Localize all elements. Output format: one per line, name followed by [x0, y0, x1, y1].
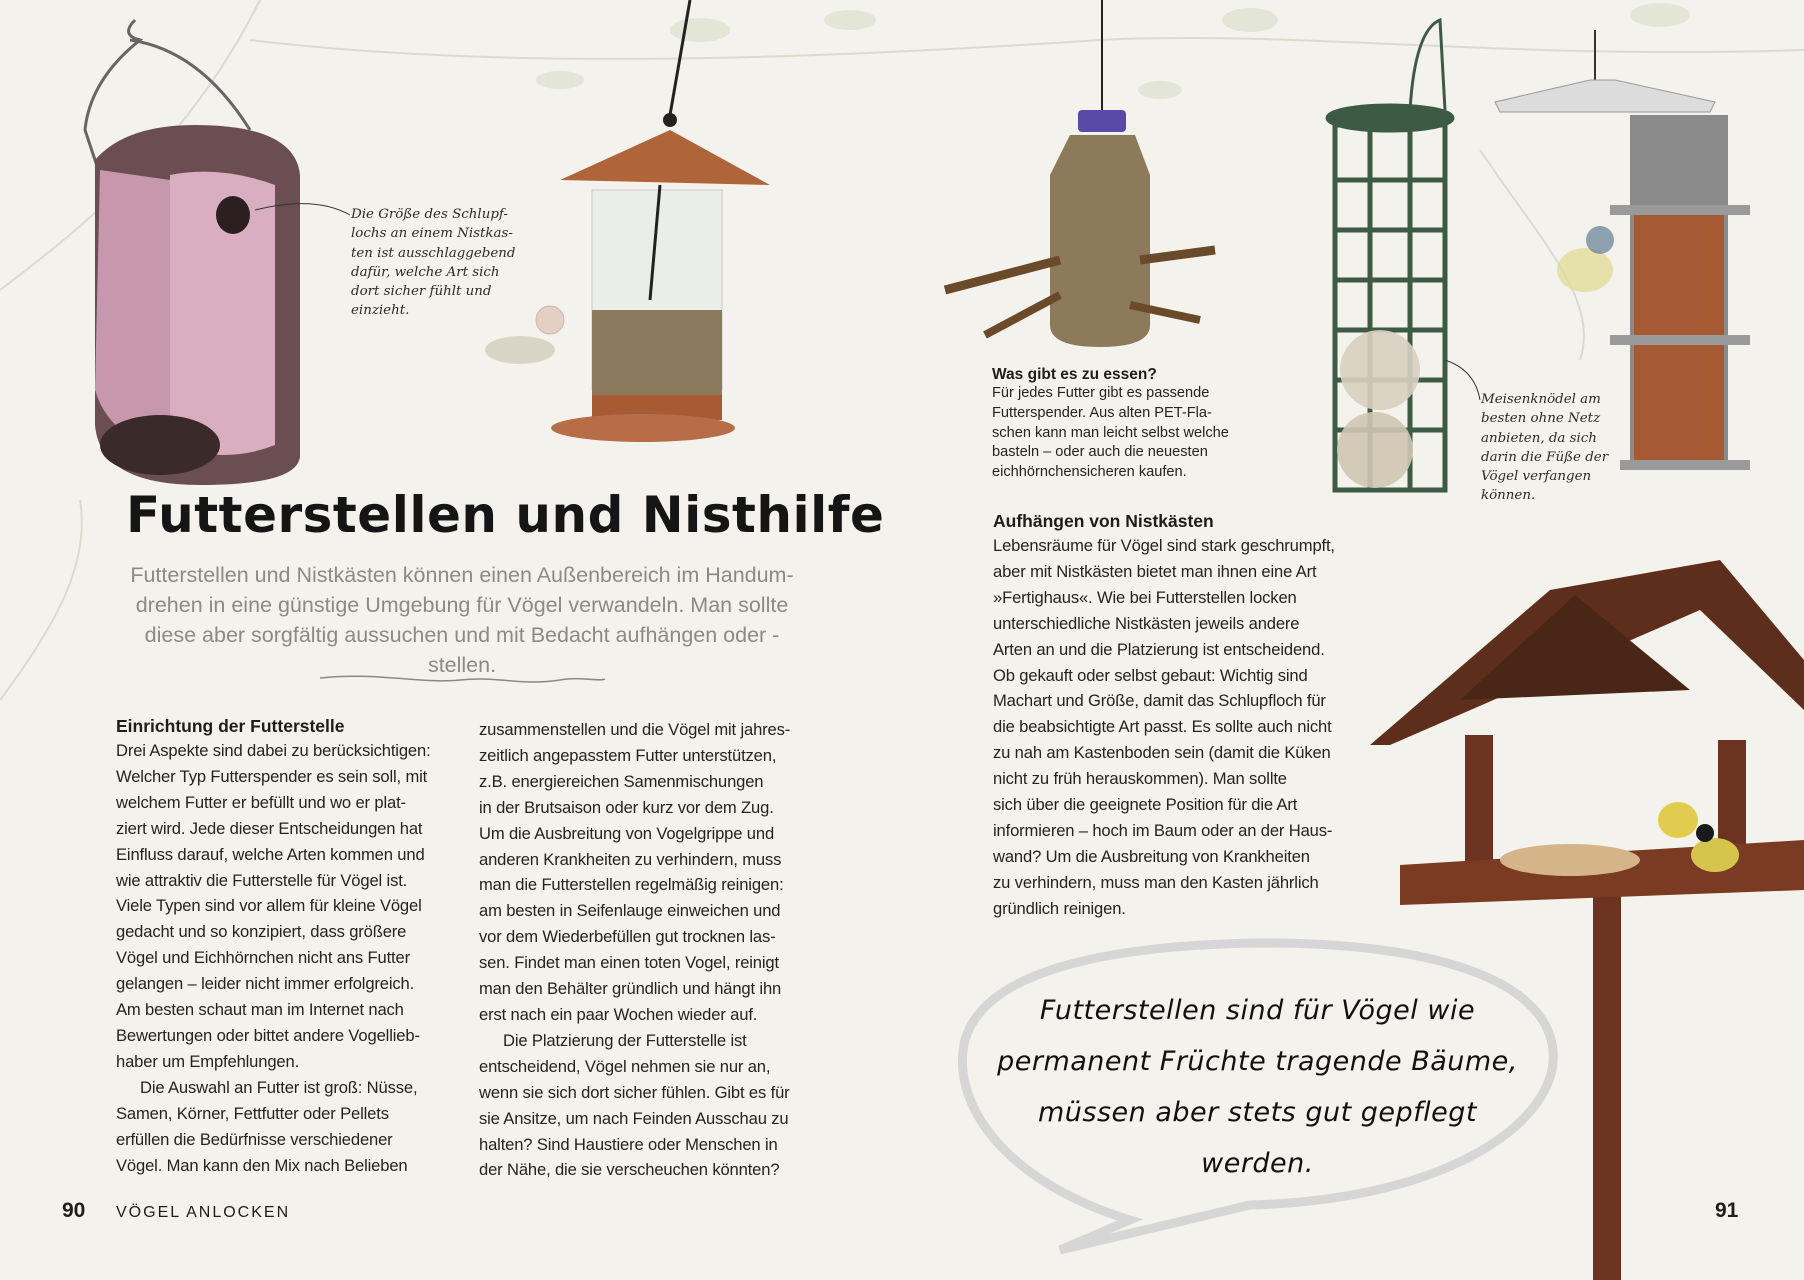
pull-quote: Futterstellen sind für Vögel wie permanent Früchte tragende Bäume, müssen aber stets gut gepflegt werden. [997, 995, 1518, 1179]
page-number-right: 91 [1715, 1199, 1739, 1222]
section-heading-feeding-station: Einrichtung der Futterstelle [116, 716, 345, 736]
suet-ball-cage-image [1328, 20, 1452, 490]
caption-nest-box: Die Größe des Schlupf- lochs an einem Nistkas- ten ist ausschlaggebend dafür, welche Art sich dort sicher fühlt und einzieht. [351, 207, 516, 319]
box-text: Für jedes Futter gibt es passende Futterspender. Aus alten PET-Fla- schen kann man leicht selbst welche basteln – oder auch die neuesten eichhörnchensicheren kaufen. [992, 385, 1229, 481]
column-2 [479, 717, 829, 1183]
caption-suet-balls: Meisenknödel am besten ohne Netz anbieten, da sich darin die Füße der Vögel verfangen können. [1481, 392, 1609, 504]
box-heading: Was gibt es zu essen? [992, 366, 1157, 383]
pet-bottle-feeder-image [945, 0, 1215, 347]
paragraph: Die Auswahl an Futter ist groß: Nüsse, Samen, Körner, Fettfutter oder Pellets erfüllen die Bedürfnisse verschiedener Vögel. Man kann den Mix nach Belieben [116, 1077, 418, 1175]
intro-text: Futterstellen und Nistkästen können einen Außenbereich im Handum- drehen in eine günstige Umgebung für Vögel verwandeln. Man sollte diese aber sorgfältig aussuchen und mit Bedacht aufhängen oder -stellen. [130, 563, 794, 677]
column-1 [116, 716, 466, 1178]
page-number-left: 90 [62, 1199, 86, 1222]
caption-leader-line [1445, 360, 1480, 400]
page-title: Futterstellen und Nisthilfe [126, 486, 885, 544]
paragraph: Die Platzierung der Futterstelle ist entscheidend, Vögel nehmen sie nur an, wenn sie sich dort sicher fühlen. Gibt es für sie Ansitze, um nach Feinden Ausschau zu halten? Sind Haustiere oder Menschen in der Nähe, die sie verscheuchen könnten? [479, 1030, 790, 1180]
column-3 [993, 511, 1335, 922]
running-head: VÖGEL ANLOCKEN [116, 1204, 291, 1221]
copper-tube-feeder-image [485, 0, 770, 442]
food-info-box [992, 366, 1229, 483]
background-leaves [536, 3, 1690, 99]
paragraph: Drei Aspekte sind dabei zu berücksichtigen: Welcher Typ Futterspender es sein soll, mit welchem Futter er befüllt und wo er plat- ziert wird. Jede dieser Entscheidungen hat Einfluss darauf, welche Arten kommen und wie attraktiv die Futterstelle für Vögel ist. Viele Typen sind vor allem für kleine Vögel gedacht und so konzipiert, dass größere Vögel und Eichhörnchen nicht ans Futter gelangen – leider nicht immer erfolgreich. Am besten schaut man im Internet nach Bewertungen oder bittet andere Vogellieb- haber um Empfehlungen. [116, 741, 431, 1071]
section-heading-nest-boxes: Aufhängen von Nistkästen [993, 511, 1214, 531]
paragraph: Lebensräume für Vögel sind stark geschrumpft, aber mit Nistkästen bietet man ihnen eine Art »Fertighaus«. Wie bei Futterstellen locken unterschiedliche Nistkästen jeweils andere Arten an und die Platzierung ist entscheidend. Ob gekauft oder selbst gebaut: Wichtig sind Machart und Größe, damit das Schlupfloch für die beabsichtigte Art passt. Es sollte auch nicht zu nah am Kastenboden sein (damit die Küken nicht zu früh herauskommen). Man sollte sich über die geeignete Position für die Art informieren – hoch im Baum oder an der Haus- wand? Um die Ausbreitung von Krankheiten zu verhindern, muss man den Kasten jährlich gründlich reinigen. [993, 536, 1335, 918]
nest-box-image [85, 20, 300, 485]
bird-sketch-tit [1557, 226, 1614, 292]
paragraph: zusammenstellen und die Vögel mit jahres- zeitlich angepasstem Futter unterstützen, z.B. energiereichen Samenmischungen in der Brutsaison oder kurz vor dem Zug. Um die Ausbreitung von Vogelgrippe und anderen Krankheiten zu verhindern, muss man die Futterstellen regelmäßig reinigen: am besten in Seifenlauge einweichen und vor dem Wiederbefüllen gut trocknen las- sen. Findet man einen toten Vogel, reinigt man den Behälter gründlich und hängt ihn erst nach ein paar Wochen wieder auf. [479, 720, 791, 1024]
